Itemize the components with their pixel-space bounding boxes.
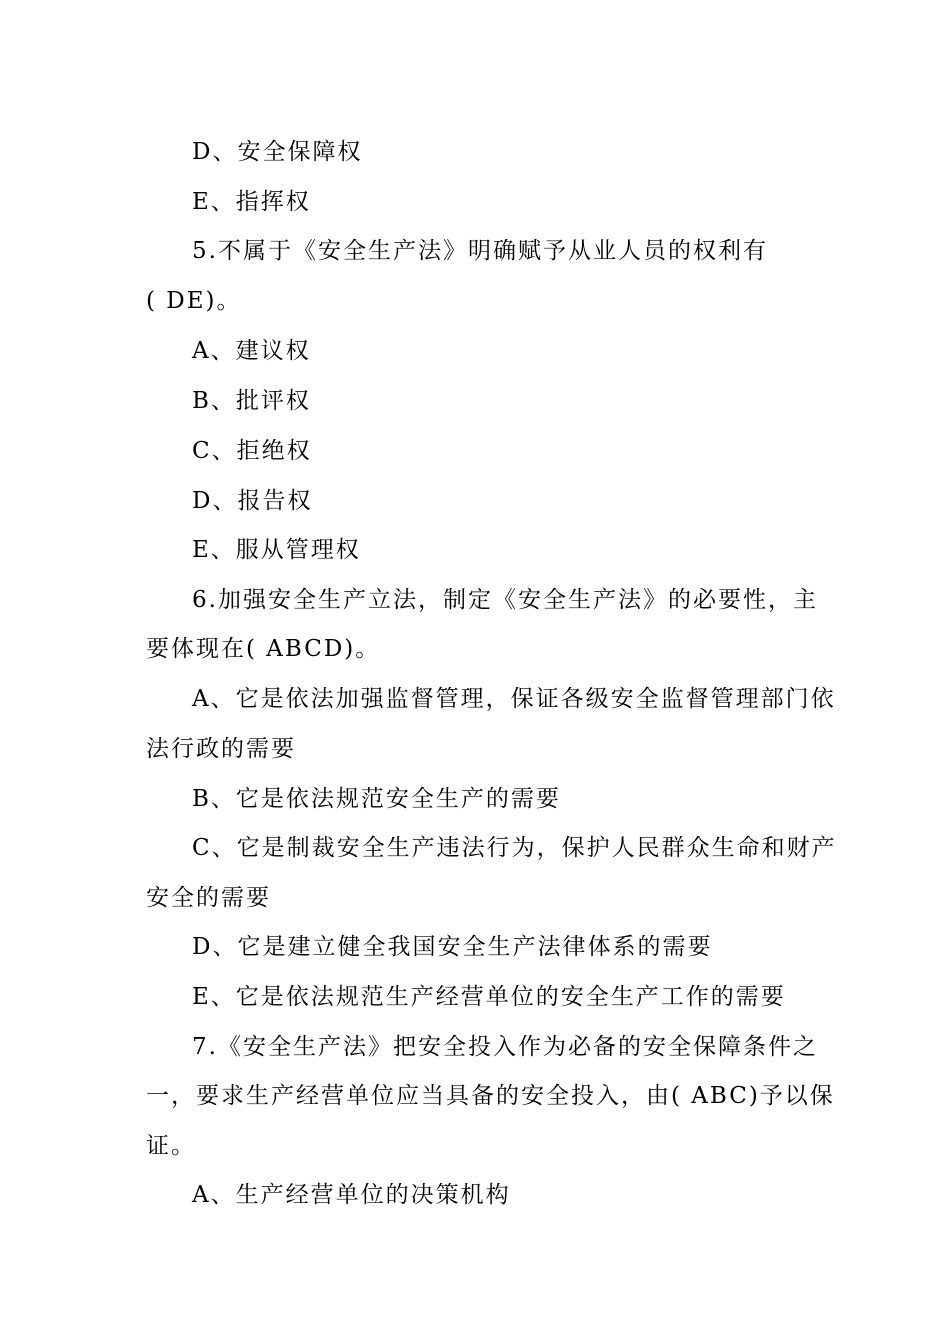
- question-6: 6.加强安全生产立法，制定《安全生产法》的必要性，主: [192, 587, 818, 613]
- option-6a-continued: 法行政的需要: [146, 736, 296, 762]
- option-5a: A、建议权: [192, 338, 311, 364]
- question-7-continued: 一，要求生产经营单位应当具备的安全投入，由( ABC)予以保: [146, 1083, 835, 1109]
- question-5: 5.不属于《安全生产法》明确赋予从业人员的权利有: [192, 238, 768, 264]
- option-5c: C、拒绝权: [192, 438, 312, 464]
- question-7: 7.《安全生产法》把安全投入作为必备的安全保障条件之: [192, 1034, 818, 1060]
- option-5b: B、批评权: [192, 388, 311, 414]
- option-7a: A、生产经营单位的决策机构: [192, 1182, 511, 1208]
- question-6-continued: 要体现在( ABCD)。: [146, 636, 381, 662]
- option-6b: B、它是依法规范安全生产的需要: [192, 786, 561, 812]
- option-4d: D、安全保障权: [192, 139, 363, 165]
- option-6d: D、它是建立健全我国安全生产法律体系的需要: [192, 934, 713, 960]
- option-6a: A、它是依法加强监督管理，保证各级安全监督管理部门依: [192, 686, 836, 712]
- option-5e: E、服从管理权: [192, 537, 361, 563]
- option-6c: C、它是制裁安全生产违法行为，保护人民群众生命和财产: [192, 835, 837, 861]
- question-7-end: 证。: [146, 1133, 196, 1159]
- option-6c-continued: 安全的需要: [146, 885, 271, 911]
- option-5d: D、报告权: [192, 488, 313, 514]
- option-6e: E、它是依法规范生产经营单位的安全生产工作的需要: [192, 984, 786, 1010]
- question-5-answer: ( DE)。: [146, 288, 242, 314]
- option-4e: E、指挥权: [192, 189, 311, 215]
